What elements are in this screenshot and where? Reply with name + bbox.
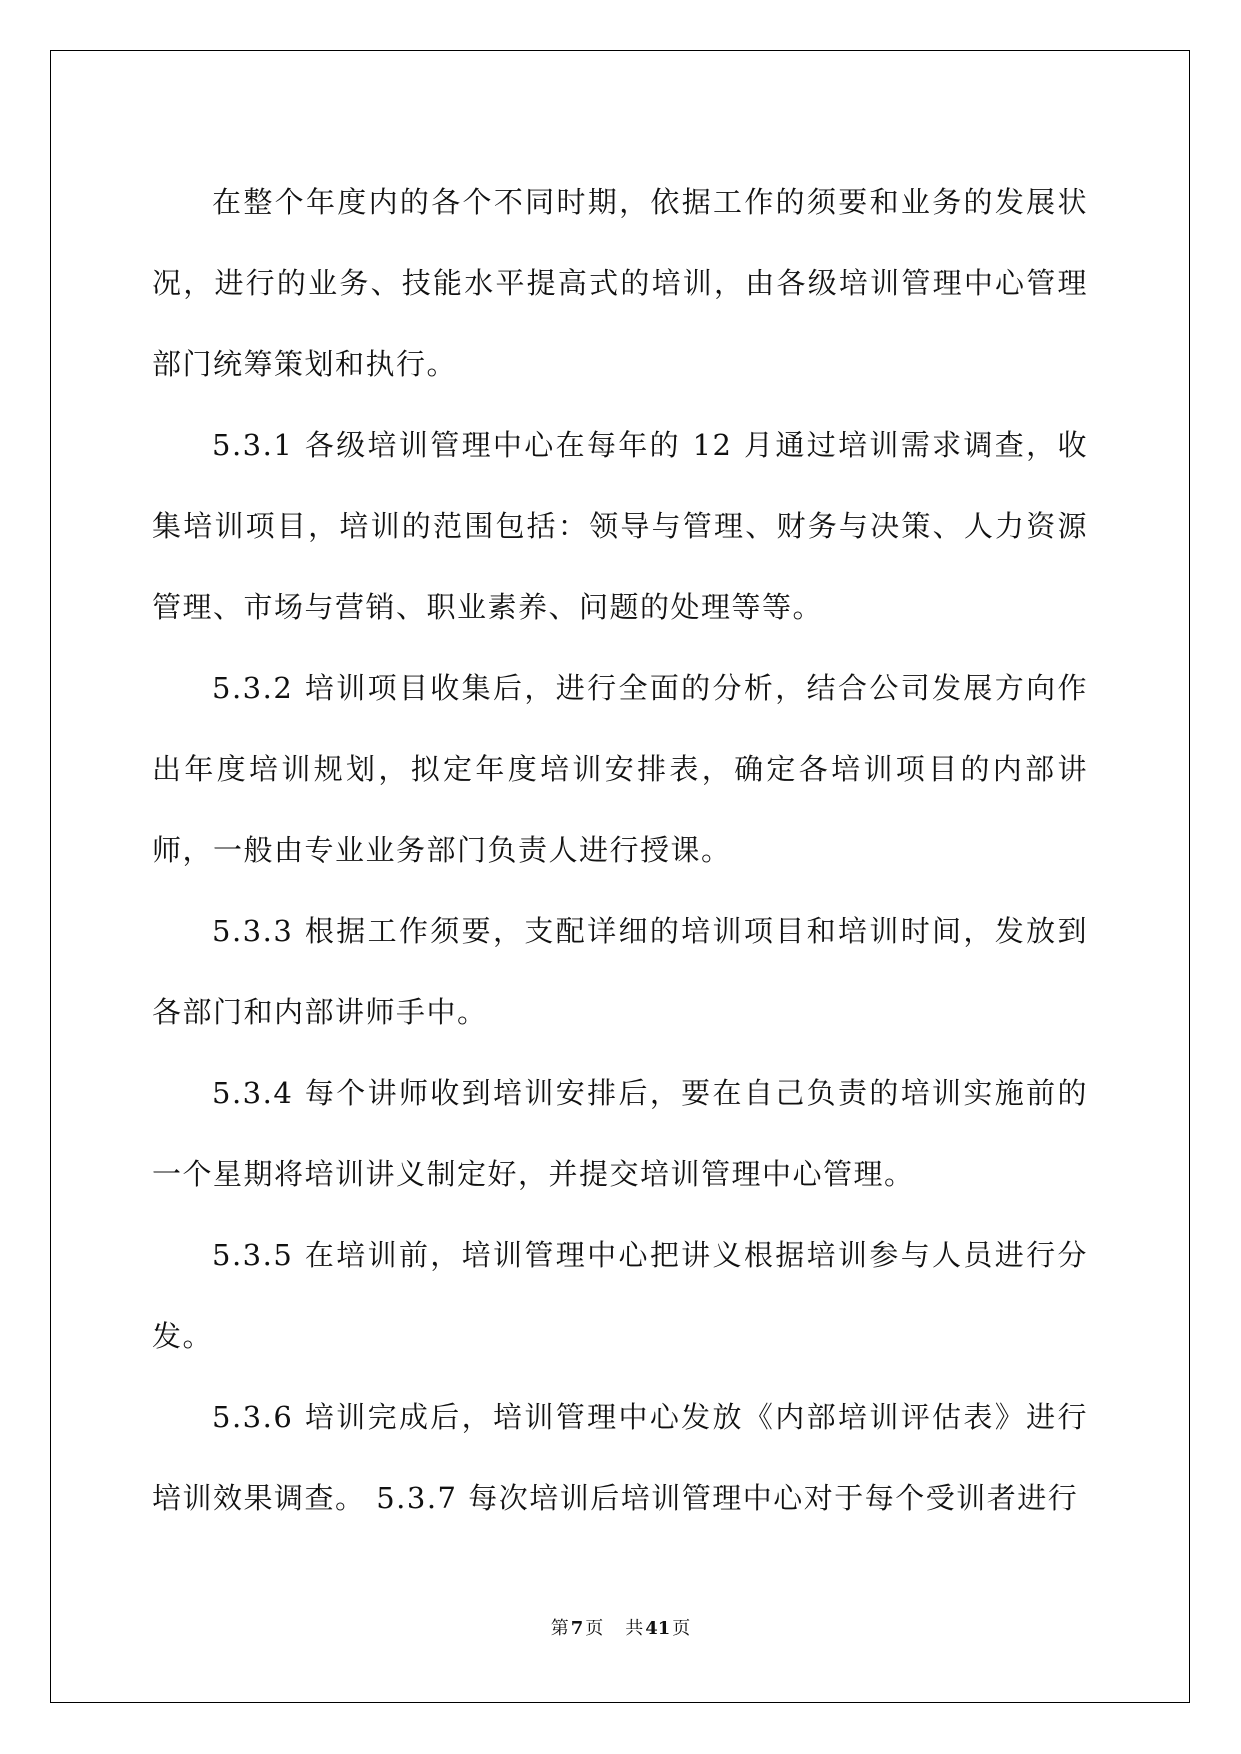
page-prefix: 第 — [550, 1618, 569, 1639]
page-suffix: 页 — [585, 1618, 604, 1639]
paragraph: 5.3.2 培训项目收集后，进行全面的分析，结合公司发展方向作出年度培训规划，拟定年度培训安排表，确定各培训项目的内部讲师，一般由专业业务部门负责人进行授课。 — [152, 671, 1088, 867]
page-footer — [0, 1614, 1241, 1640]
total-prefix: 共 — [625, 1618, 644, 1639]
current-page-number: 7 — [570, 1618, 584, 1639]
total-page-number: 41 — [645, 1618, 671, 1639]
paragraph: 5.3.6 培训完成后，培训管理中心发放《内部培训评估表》进行培训效果调查。 5.3.7 每次培训后培训管理中心对于每个受训者进行 — [152, 1400, 1088, 1515]
paragraph: 5.3.3 根据工作须要，支配详细的培训项目和培训时间，发放到各部门和内部讲师手中。 — [152, 914, 1088, 1029]
paragraph: 在整个年度内的各个不同时期，依据工作的须要和业务的发展状况，进行的业务、技能水平提高式的培训，由各级培训管理中心管理部门统筹策划和执行。 — [152, 185, 1088, 381]
document-body — [152, 162, 1088, 1539]
total-suffix: 页 — [672, 1618, 691, 1639]
paragraph: 5.3.4 每个讲师收到培训安排后，要在自己负责的培训实施前的一个星期将培训讲义制定好，并提交培训管理中心管理。 — [152, 1076, 1088, 1191]
paragraph: 5.3.1 各级培训管理中心在每年的 12 月通过培训需求调查，收集培训项目，培训的范围包括：领导与管理、财务与决策、人力资源管理、市场与营销、职业素养、问题的处理等等。 — [152, 428, 1088, 624]
paragraph: 5.3.5 在培训前，培训管理中心把讲义根据培训参与人员进行分发。 — [152, 1238, 1088, 1353]
